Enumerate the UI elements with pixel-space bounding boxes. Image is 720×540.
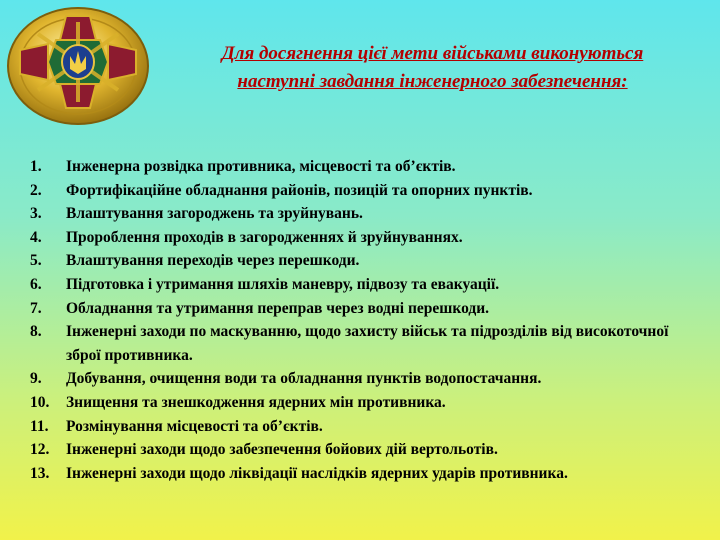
- item-text: Влаштування переходів через перешкоди.: [66, 252, 360, 270]
- item-number: 8.: [30, 323, 42, 341]
- item-number: 11.: [30, 417, 49, 435]
- military-emblem-icon: [4, 4, 156, 128]
- list-item: [0, 179, 700, 203]
- title-line-1: Для досягнення цієї мети військами виконуються: [221, 43, 644, 64]
- task-list: [0, 155, 700, 485]
- item-text: Фортифікаційне обладнання районів, позицій та опорних пунктів.: [66, 181, 533, 199]
- item-text: Підготовка і утримання шляхів маневру, підвозу та евакуації.: [66, 275, 500, 293]
- slide-title: [160, 40, 705, 96]
- item-text: Знищення та знешкодження ядерних мін противника.: [66, 393, 446, 411]
- list-item: [0, 462, 700, 486]
- item-text: Пророблення проходів в загородженнях й зруйнуваннях.: [66, 228, 463, 246]
- item-number: 12.: [30, 441, 50, 459]
- list-item: [0, 391, 700, 415]
- item-text: Інженерна розвідка противника, місцевості та об’єктів.: [66, 158, 456, 175]
- item-number: 9.: [30, 370, 42, 388]
- list-item: [0, 249, 700, 273]
- title-line-2: наступні завдання інженерного забезпечення:: [237, 71, 628, 92]
- list-item: [0, 438, 700, 462]
- item-number: 5.: [30, 252, 42, 270]
- item-number: 13.: [30, 464, 50, 482]
- item-number: 6.: [30, 275, 42, 293]
- list-item: [0, 226, 700, 250]
- item-text: Інженерні заходи щодо ліквідації наслідків ядерних ударів противника.: [66, 464, 568, 482]
- item-number: 3.: [30, 205, 42, 223]
- item-text: Інженерні заходи по маскуванню, щодо захисту військ та підрозділів від високоточної зброї противника.: [66, 323, 669, 364]
- item-number: 10.: [30, 393, 50, 411]
- list-item: [0, 320, 700, 367]
- item-text: Добування, очищення води та обладнання пунктів водопостачання.: [66, 370, 542, 388]
- item-number: 4.: [30, 228, 42, 246]
- list-item: [0, 155, 700, 179]
- list-item: [0, 273, 700, 297]
- item-number: 7.: [30, 299, 42, 317]
- list-item: [0, 367, 700, 391]
- item-text: Розмінування місцевості та об’єктів.: [66, 417, 323, 435]
- list-item: [0, 415, 700, 439]
- item-text: Влаштування загороджень та зруйнувань.: [66, 205, 363, 223]
- list-item: [0, 297, 700, 321]
- item-number: 2.: [30, 181, 42, 199]
- item-text: Інженерні заходи щодо забезпечення бойових дій вертольотів.: [66, 441, 498, 459]
- item-text: Обладнання та утримання переправ через водні перешкоди.: [66, 299, 490, 317]
- list-item: [0, 202, 700, 226]
- item-number: 1.: [30, 158, 42, 175]
